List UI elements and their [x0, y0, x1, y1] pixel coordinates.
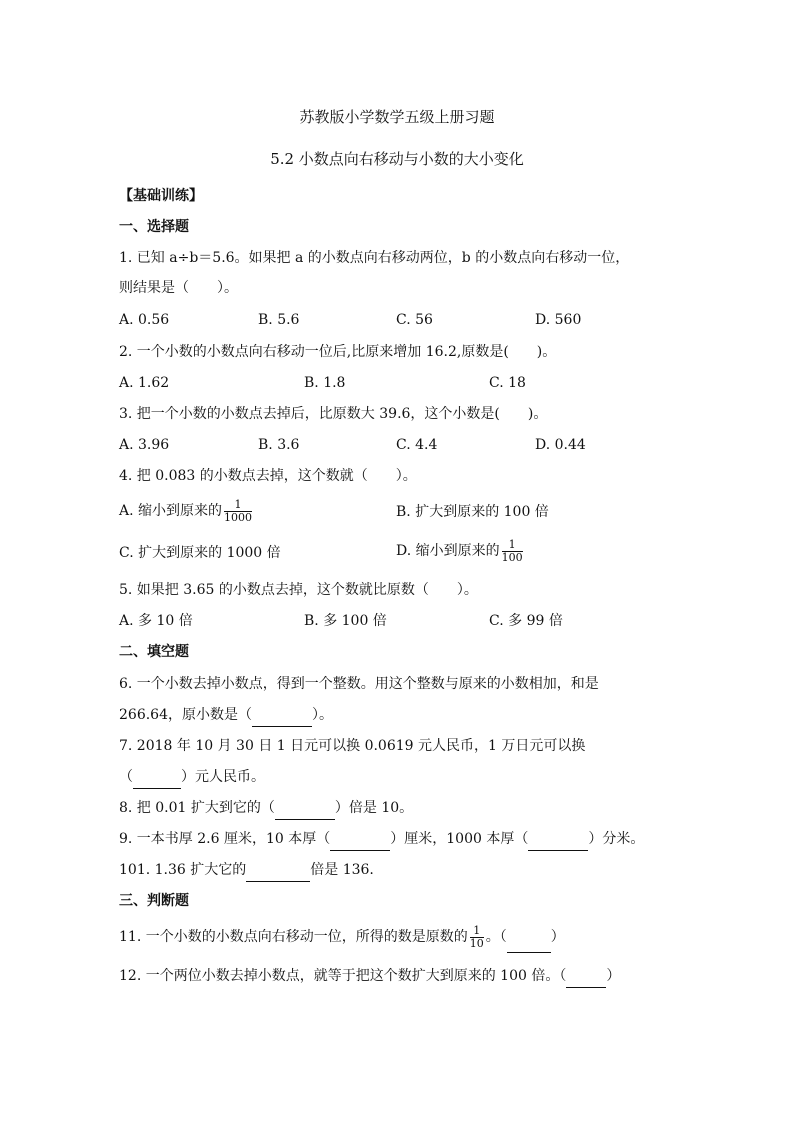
answer-blank[interactable] [252, 704, 312, 727]
q1-option-d: D. 560 [535, 312, 582, 328]
question-10 [119, 859, 374, 882]
question-1-line-2: 则结果是（ ）。 [119, 280, 238, 296]
answer-blank[interactable] [528, 828, 588, 851]
q9-text-b: ）厘米，1000 本厚（ [390, 831, 529, 847]
question-5: 5. 如果把 3.65 的小数点去掉，这个数就比原数（ ）。 [119, 582, 478, 598]
q2-option-b: B. 1.8 [304, 375, 346, 391]
question-3: 3. 把一个小数的小数点去掉后，比原数大 39.6，这个小数是( )。 [119, 406, 548, 422]
q9-text-c: ）分米。 [588, 831, 645, 847]
q5-option-b: B. 多 100 倍 [304, 613, 387, 629]
q4-option-d-label: D. 缩小到原来的 [396, 543, 500, 559]
q1-option-a: A. 0.56 [119, 312, 170, 328]
q4-option-a [119, 496, 254, 526]
question-7-line-1: 7. 2018 年 10 月 30 日 1 日元可以换 0.0619 元人民币，1 万日元可以换 [119, 738, 586, 754]
section-heading-choice: 一、选择题 [119, 219, 189, 235]
answer-blank[interactable] [133, 766, 181, 789]
answer-blank[interactable] [507, 922, 551, 953]
q1-option-b: B. 5.6 [258, 312, 300, 328]
question-6-line-2 [119, 704, 333, 727]
q7-text-a: （ [119, 769, 133, 785]
answer-blank[interactable] [246, 859, 310, 882]
fraction-numerator: 1 [470, 925, 484, 938]
q3-option-a: A. 3.96 [119, 437, 170, 453]
q4-option-d [396, 536, 525, 566]
q8-text-a: 8. 把 0.01 扩大到它的（ [119, 800, 275, 816]
q4-option-a-label: A. 缩小到原来的 [119, 503, 223, 519]
q3-option-c: C. 4.4 [396, 437, 438, 453]
q5-option-c: C. 多 99 倍 [489, 613, 563, 629]
fraction-one-tenth [470, 925, 484, 950]
q5-option-a: A. 多 10 倍 [119, 613, 193, 629]
q12-text-a: 12. 一个两位小数去掉小数点，就等于把这个数扩大到原来的 100 倍。（ [119, 968, 567, 984]
q3-option-d: D. 0.44 [535, 437, 586, 453]
q11-text-a: 11. 一个小数的小数点向右移动一位，所得的数是原数的 [119, 929, 468, 945]
question-9 [119, 828, 644, 851]
fraction-numerator: 1 [502, 539, 523, 552]
question-6-line-1: 6. 一个小数去掉小数点，得到一个整数。用这个整数与原来的小数相加，和是 [119, 676, 599, 692]
question-12 [119, 965, 620, 988]
q7-text-b: ）元人民币。 [181, 769, 265, 785]
answer-blank[interactable] [330, 828, 390, 851]
q4-option-b: B. 扩大到原来的 100 倍 [396, 504, 549, 520]
q9-text-a: 9. 一本书厚 2.6 厘米，10 本厚（ [119, 831, 331, 847]
q6-text-a: 266.64，原小数是（ [119, 707, 252, 723]
answer-blank[interactable] [275, 797, 335, 820]
q10-text-a: 101. 1.36 扩大它的 [119, 862, 247, 878]
page-title: 苏教版小学数学五级上册习题 [299, 108, 495, 126]
q10-text-b: 倍是 136. [310, 862, 374, 878]
q1-option-c: C. 56 [396, 312, 433, 328]
page-subtitle: 5.2 小数点向右移动与小数的大小变化 [270, 150, 524, 168]
section-heading-judge: 三、判断题 [119, 893, 189, 909]
fraction-one-thousandth [224, 499, 252, 524]
q3-option-b: B. 3.6 [258, 437, 300, 453]
q8-text-b: ）倍是 10。 [334, 800, 414, 816]
q6-text-b: ）。 [312, 707, 333, 723]
fraction-denominator: 10 [469, 936, 484, 950]
fraction-denominator: 1000 [224, 510, 253, 524]
question-1-line-1: 1. 已知 a÷b＝5.6。如果把 a 的小数点向右移动两位，b 的小数点向右移动一位， [119, 250, 630, 266]
q12-text-b: ） [606, 968, 621, 984]
answer-blank[interactable] [566, 965, 606, 988]
question-7-line-2 [119, 766, 265, 789]
q4-option-c: C. 扩大到原来的 1000 倍 [119, 545, 281, 561]
question-4: 4. 把 0.083 的小数点去掉，这个数就（ ）。 [119, 468, 417, 484]
q2-option-c: C. 18 [489, 375, 526, 391]
q2-option-a: A. 1.62 [119, 375, 170, 391]
fraction-denominator: 100 [501, 550, 523, 564]
question-11 [119, 922, 565, 953]
q11-text-b: 。（ [485, 929, 507, 945]
question-8 [119, 797, 413, 820]
fraction-one-hundredth [502, 539, 523, 564]
section-tag: 【基础训练】 [119, 188, 203, 204]
question-2: 2. 一个小数的小数点向右移动一位后,比原来增加 16.2,原数是( )。 [119, 344, 557, 360]
q11-text-c: ） [550, 929, 565, 945]
section-heading-fill: 二、填空题 [119, 644, 189, 660]
fraction-numerator: 1 [224, 499, 252, 512]
